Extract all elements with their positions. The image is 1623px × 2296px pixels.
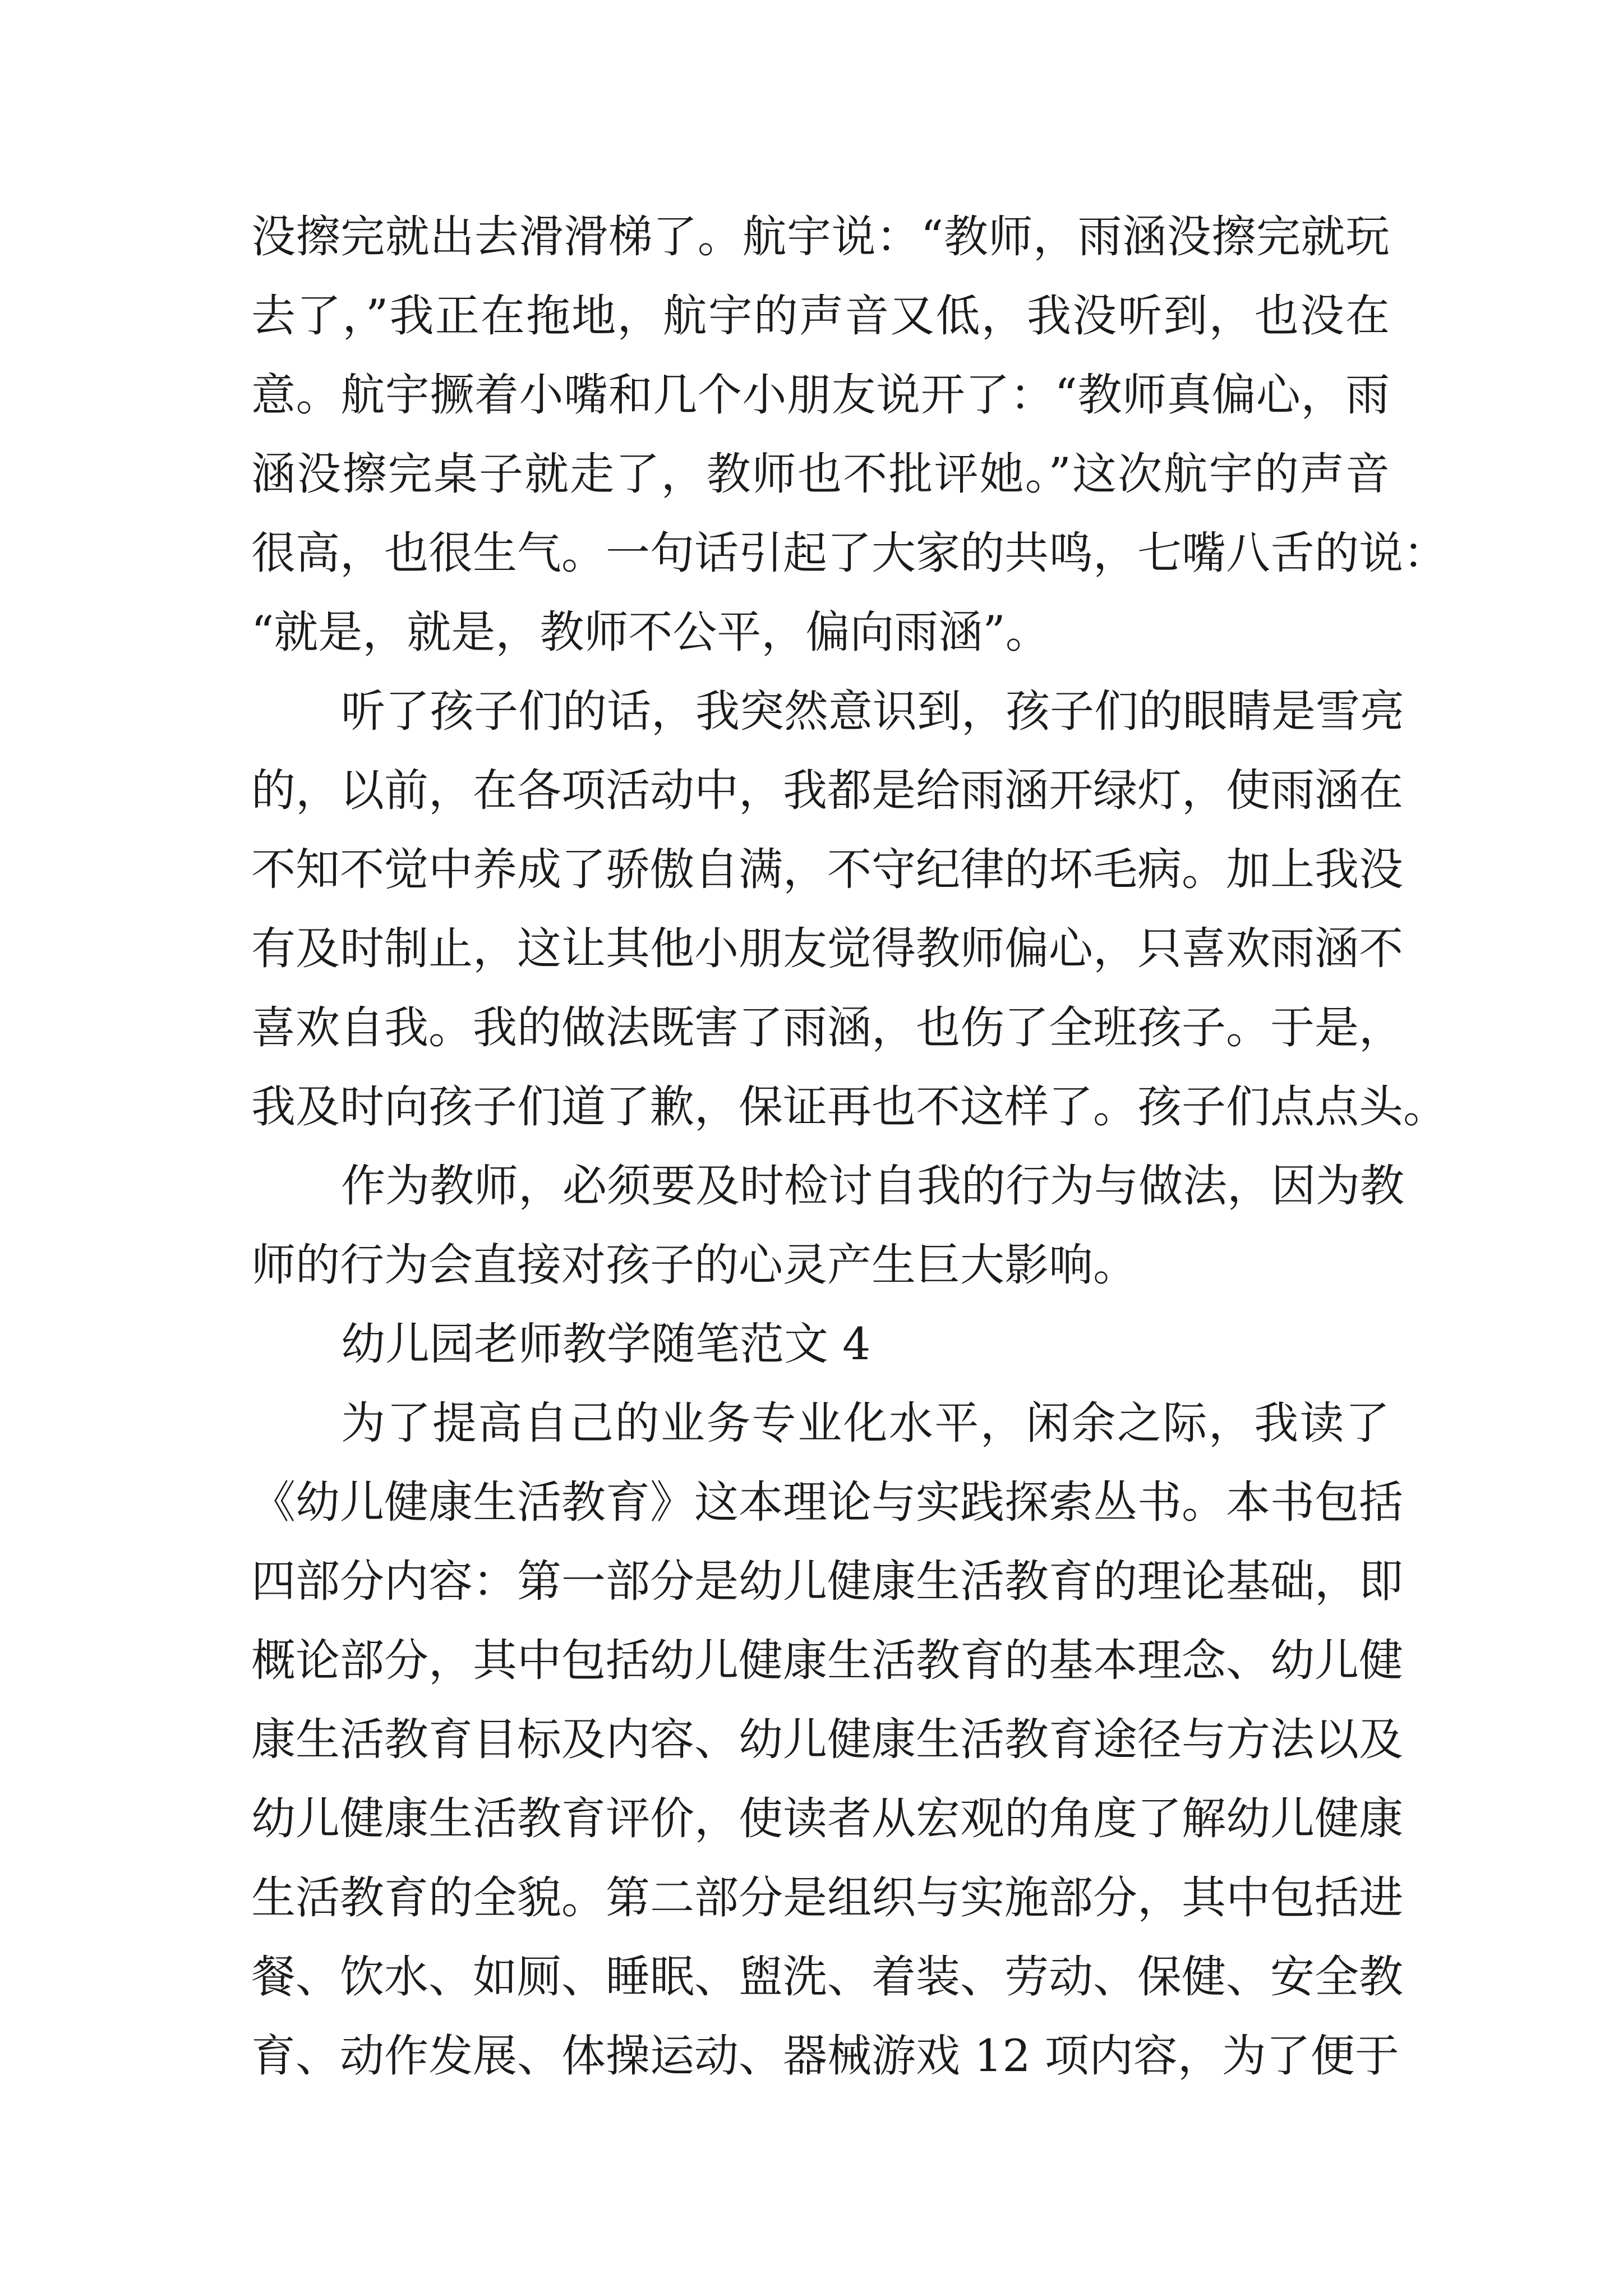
text-line: 涵没擦完桌子就走了，教师也不批评她。”这次航宇的声音	[251, 448, 1390, 500]
section-title	[251, 1305, 1390, 1384]
text-line: “就是，就是，教师不公平，偏向雨涵”。	[251, 606, 1050, 658]
text-line: 听了孩子们的话，我突然意识到，孩子们的眼睛是雪亮	[341, 685, 1404, 737]
text-line: 有及时制止，这让其他小朋友觉得教师偏心，只喜欢雨涵不	[251, 923, 1403, 974]
text-line: 育、动作发展、体操运动、器械游戏 12 项内容，为了便于	[251, 2030, 1399, 2082]
text-line: 很高，也很生气。一句话引起了大家的共鸣，七嘴八舌的说：	[251, 527, 1447, 579]
paragraph	[251, 1147, 1404, 1305]
paragraph	[251, 197, 1447, 672]
text-line: 的，以前，在各项活动中，我都是给雨涵开绿灯，使雨涵在	[251, 765, 1403, 816]
text-line: 作为教师，必须要及时检讨自我的行为与做法，因为教	[341, 1160, 1404, 1212]
section-title-text: 幼儿园老师教学随笔范文 4	[341, 1318, 871, 1370]
text-line: 为了提高自己的业务专业化水平，闲余之际，我读了	[341, 1397, 1390, 1449]
text-line: 餐、饮水、如厕、睡眠、盥洗、着装、劳动、保健、安全教	[251, 1951, 1403, 2003]
text-line: 生活教育的全貌。第二部分是组织与实施部分，其中包括进	[251, 1872, 1403, 1924]
text-line: 我及时向孩子们道了歉，保证再也不这样了。孩子们点点头。	[251, 1081, 1447, 1133]
paragraph	[251, 1384, 1403, 2096]
text-line: 去了，”我正在拖地，航宇的声音又低，我没听到，也没在	[251, 290, 1390, 342]
text-line: 《幼儿健康生活教育》这本理论与实践探索丛书。本书包括	[251, 1476, 1403, 1528]
text-line: 喜欢自我。我的做法既害了雨涵，也伤了全班孩子。于是，	[251, 1002, 1403, 1053]
text-line: 幼儿健康生活教育评价，使读者从宏观的角度了解幼儿健康	[251, 1793, 1403, 1844]
text-line: 概论部分，其中包括幼儿健康生活教育的基本理念、幼儿健	[251, 1635, 1403, 1686]
text-line: 四部分内容：第一部分是幼儿健康生活教育的理论基础，即	[251, 1556, 1403, 1607]
text-line: 意。航宇撅着小嘴和几个小朋友说开了：“教师真偏心，雨	[251, 369, 1390, 421]
text-line: 康生活教育目标及内容、幼儿健康生活教育途径与方法以及	[251, 1714, 1403, 1765]
text-line: 不知不觉中养成了骄傲自满，不守纪律的坏毛病。加上我没	[251, 844, 1403, 895]
paragraph	[251, 672, 1447, 1147]
text-line: 师的行为会直接对孩子的心灵产生巨大影响。	[251, 1239, 1137, 1291]
text-line: 没擦完就出去滑滑梯了。航宇说：“教师，雨涵没擦完就玩	[251, 211, 1390, 263]
document-body	[251, 197, 1447, 2096]
